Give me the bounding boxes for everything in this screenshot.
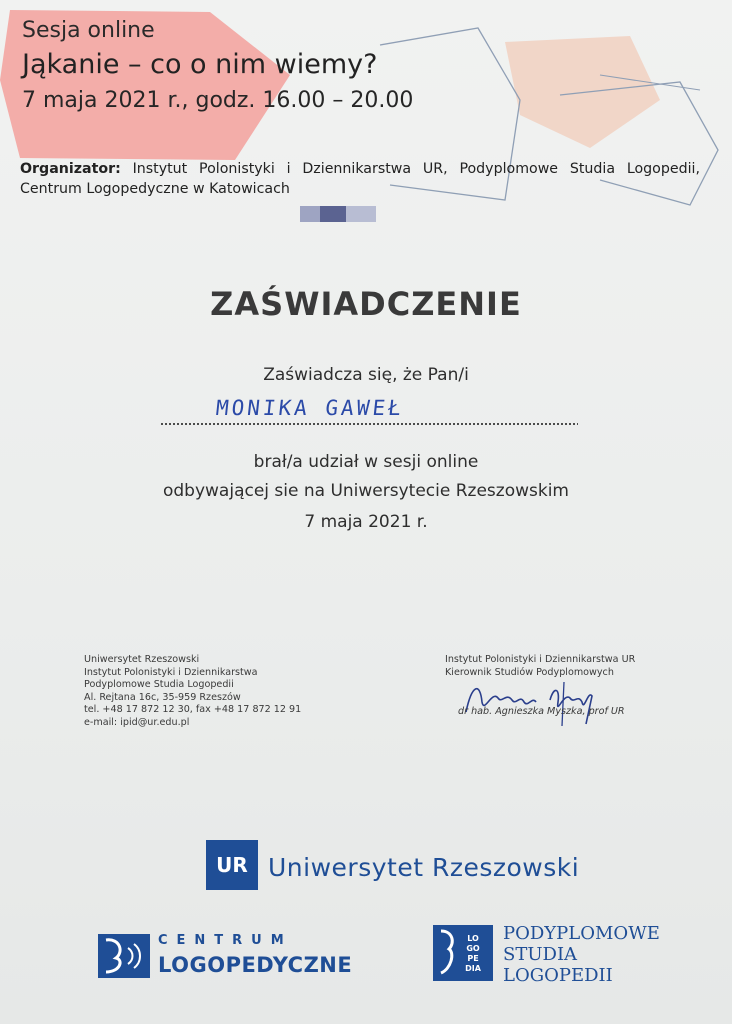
certifies-line: Zaświadcza się, że Pan/i bbox=[263, 365, 469, 385]
signatory-role: Kierownik Studiów Podyplomowych bbox=[445, 666, 614, 678]
university-name: Uniwersytet Rzeszowski bbox=[268, 853, 580, 882]
address-line-4: Al. Rejtana 16c, 35-959 Rzeszów bbox=[84, 691, 241, 703]
participant-name: MONIKA GAWEŁ bbox=[214, 396, 405, 420]
organizer-line bbox=[20, 159, 700, 199]
psl-line-2: STUDIA bbox=[503, 944, 578, 965]
dotted-name-line bbox=[160, 423, 578, 425]
participation-line: brał/a udział w sesji online bbox=[253, 452, 479, 472]
address-line-5: tel. +48 17 872 12 30, fax +48 17 872 12 91 bbox=[84, 704, 302, 715]
certificate-title: ZAŚWIADCZENIE bbox=[210, 285, 522, 323]
session-label: Sesja online bbox=[22, 18, 155, 43]
svg-text:GO: GO bbox=[466, 944, 480, 953]
address-line-2: Instytut Polonistyki i Dziennikarstwa bbox=[84, 666, 258, 678]
university-logo-icon bbox=[206, 840, 258, 890]
logopedyczne-label: LOGOPEDYCZNE bbox=[158, 953, 353, 977]
psl-line-3: LOGOPEDII bbox=[503, 965, 613, 986]
redaction-block bbox=[300, 206, 376, 222]
centrum-label: CENTRUM bbox=[158, 933, 293, 948]
signatory-institute: Instytut Polonistyki i Dziennikarstwa UR bbox=[445, 654, 636, 665]
organizer-label: Organizator: bbox=[20, 161, 121, 177]
university-address bbox=[84, 654, 301, 729]
date-line: 7 maja 2021 r. bbox=[304, 512, 428, 532]
session-date: 7 maja 2021 r., godz. 16.00 – 20.00 bbox=[22, 88, 414, 113]
svg-text:UR: UR bbox=[216, 853, 248, 877]
session-title: Jąkanie – co o nim wiemy? bbox=[22, 49, 378, 80]
address-line-6: e-mail: ipid@ur.edu.pl bbox=[84, 716, 190, 728]
handwritten-signature bbox=[458, 672, 608, 728]
address-line-3: Podyplomowe Studia Logopedii bbox=[84, 679, 234, 690]
svg-text:PE: PE bbox=[467, 954, 479, 963]
address-line-1: Uniwersytet Rzeszowski bbox=[84, 654, 200, 665]
location-line: odbywającej sie na Uniwersytecie Rzeszowskim bbox=[162, 481, 569, 501]
organizer-text: Instytut Polonistyki i Dziennikarstwa UR, Podyplomowe Studia Logopedii, Centrum Logopedyczne w Katowicach bbox=[20, 161, 700, 197]
signer-name: dr hab. Agnieszka Myszka, prof UR bbox=[458, 706, 625, 717]
psl-line-1: PODYPLOMOWE bbox=[503, 923, 660, 944]
postgraduate-studies-label bbox=[503, 923, 660, 986]
svg-text:LO: LO bbox=[467, 934, 479, 943]
svg-text:DIA: DIA bbox=[465, 964, 481, 973]
logopedia-logo-icon bbox=[433, 925, 493, 981]
centrum-logopedyczne-icon bbox=[98, 934, 150, 978]
